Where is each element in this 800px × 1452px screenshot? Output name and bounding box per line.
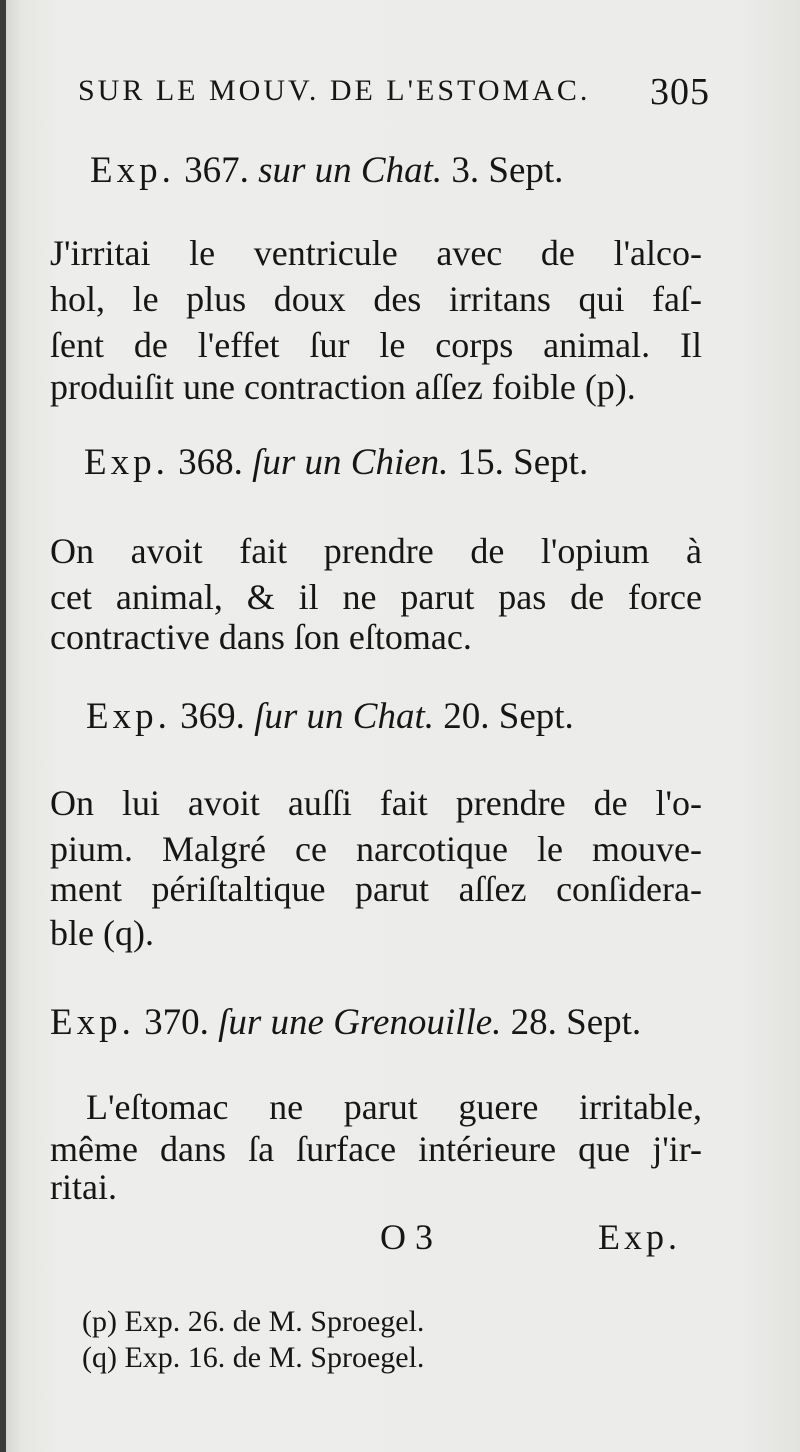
exp-date: 3. Sept. xyxy=(451,150,564,191)
exp-number: 370. xyxy=(144,1002,209,1043)
catchword: Exp. xyxy=(598,1217,681,1257)
exp-number: 368. xyxy=(178,442,243,483)
footnote: (q) Exp. 16. de M. Sproegel. xyxy=(82,1341,425,1374)
text-line: ment périſtaltique parut aſſez conſidera- xyxy=(50,869,702,909)
text-line: J'irritai le ventricule avec de l'alco- xyxy=(50,233,702,273)
text-line: cet animal, & il ne parut pas de force xyxy=(50,577,702,617)
exp-number: 367. xyxy=(184,150,249,191)
text-line: L'eſtomac ne parut guere irritable, xyxy=(86,1087,702,1127)
running-head-title: SUR LE MOUV. DE L'ESTOMAC. xyxy=(78,74,591,107)
text-line: contractive dans ſon eſtomac. xyxy=(50,617,472,657)
running-head xyxy=(78,66,710,116)
exp-date: 15. Sept. xyxy=(457,442,589,483)
text-line: ble (q). xyxy=(50,913,154,953)
exp-label: Exp. xyxy=(90,150,175,191)
exp-number: 369. xyxy=(180,696,245,737)
text-line: On lui avoit auſſi fait prendre de l'o- xyxy=(50,783,702,823)
page-number: 305 xyxy=(650,71,710,113)
page-edge-shadow xyxy=(0,0,6,1452)
experiment-heading xyxy=(90,148,650,194)
exp-subject: ſur un Chat. xyxy=(254,696,434,737)
text-line: pium. Malgré ce narcotique le mouve- xyxy=(50,829,702,869)
footnote: (p) Exp. 26. de M. Sproegel. xyxy=(82,1305,425,1338)
text-line: ſent de l'effet ſur le corps animal. Il xyxy=(50,325,702,365)
exp-subject: ſur un Chien. xyxy=(252,442,449,483)
experiment-heading xyxy=(50,1000,710,1046)
text-line: On avoit fait prendre de l'opium à xyxy=(50,531,702,571)
signature-mark: O 3 xyxy=(380,1217,433,1257)
exp-label: Exp. xyxy=(50,1002,135,1043)
exp-label: Exp. xyxy=(86,696,171,737)
exp-label: Exp. xyxy=(84,442,169,483)
text-line: ritai. xyxy=(50,1167,117,1207)
experiment-heading xyxy=(84,440,664,486)
exp-date: 20. Sept. xyxy=(443,696,574,737)
exp-subject: ſur une Grenouille. xyxy=(218,1002,502,1043)
exp-date: 28. Sept. xyxy=(510,1002,642,1043)
exp-subject: sur un Chat. xyxy=(258,150,443,191)
experiment-heading xyxy=(86,694,666,740)
text-line: hol, le plus doux des irritans qui faſ- xyxy=(50,279,702,319)
text-line: produiſit une contraction aſſez foible (p). xyxy=(50,367,636,407)
text-line: même dans ſa ſurface intérieure que j'ir- xyxy=(50,1129,702,1169)
